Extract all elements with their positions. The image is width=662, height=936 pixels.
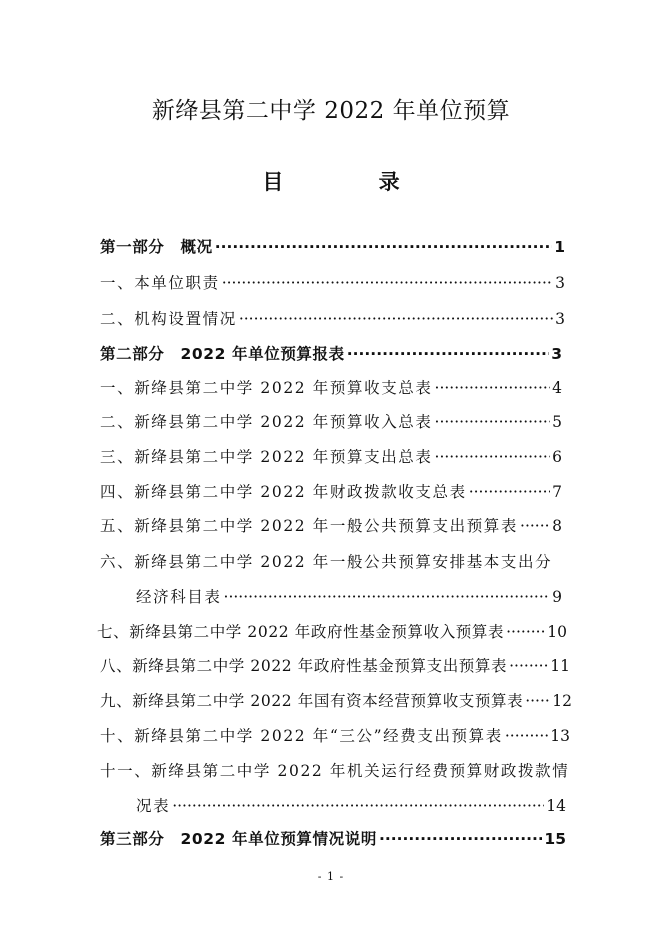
toc-entry[interactable]: [100, 653, 570, 679]
toc-entry-page: 8: [552, 517, 562, 535]
toc-entry[interactable]: [100, 375, 562, 401]
toc-entry-page: 13: [550, 727, 570, 745]
toc-entry-page: 9: [552, 588, 562, 606]
toc-entry-page: 14: [546, 797, 566, 815]
toc-entry-label: 八、新绛县第二中学 2022 年政府性基金预算支出预算表: [100, 657, 508, 675]
toc-entry-label: 二、新绛县第二中学 2022 年预算收入总表: [100, 413, 433, 431]
toc-dot-leader: [172, 793, 544, 819]
toc-entry-page: 3: [555, 274, 565, 292]
toc-entry-label: 一、本单位职责: [100, 274, 220, 292]
toc-entry[interactable]: [100, 306, 565, 332]
toc-entry-label: 九、新绛县第二中学 2022 年国有资本经营预算收支预算表: [100, 692, 524, 710]
toc-dot-leader: [435, 375, 551, 401]
toc-entry[interactable]: [100, 688, 572, 714]
toc-entry-label: 况表: [136, 797, 171, 815]
toc-entry-label: 第三部分 2022 年单位预算情况说明: [100, 830, 377, 848]
toc-entry-page: 7: [552, 483, 562, 501]
toc-entry-page: 4: [552, 379, 562, 397]
toc-entry[interactable]: [100, 409, 562, 435]
toc-entry[interactable]: [100, 479, 562, 505]
toc-entry-page: 11: [550, 657, 570, 675]
toc-entry-label: 七、新绛县第二中学 2022 年政府性基金预算收入预算表: [97, 623, 505, 641]
toc-dot-leader: [435, 409, 551, 435]
toc-entry[interactable]: [100, 549, 580, 575]
toc-entry-page: 12: [552, 692, 572, 710]
toc-entry-continuation[interactable]: [136, 584, 562, 610]
toc-entry[interactable]: [100, 758, 580, 784]
toc-entry-label: 四、新绛县第二中学 2022 年财政拨款收支总表: [100, 483, 467, 501]
toc-dot-leader: [224, 584, 551, 610]
toc-dot-leader: [239, 306, 553, 332]
toc-entry-part-2[interactable]: [100, 341, 562, 367]
toc-entry-label: 六、新绛县第二中学 2022 年一般公共预算安排基本支出分: [100, 553, 553, 571]
toc-entry-page: 3: [555, 310, 565, 328]
toc-entry-page: 5: [552, 413, 562, 431]
toc-entry-page: 1: [554, 238, 565, 256]
toc-entry-label: 经济科目表: [136, 588, 222, 606]
document-title: 新绛县第二中学 2022 年单位预算: [151, 98, 511, 124]
toc-dot-leader: [506, 619, 545, 645]
toc-dot-leader: [347, 341, 549, 367]
toc-dot-leader: [469, 479, 550, 505]
toc-entry[interactable]: [100, 444, 562, 470]
toc-entry-page: 15: [544, 830, 566, 848]
toc-heading: 目 录: [262, 170, 444, 194]
toc-entry-page: 3: [551, 345, 562, 363]
toc-dot-leader: [520, 513, 550, 539]
toc-entry-label: 一、新绛县第二中学 2022 年预算收支总表: [100, 379, 433, 397]
toc-entry-label: 二、机构设置情况: [100, 310, 237, 328]
toc-entry[interactable]: [97, 619, 567, 645]
toc-dot-leader: [509, 653, 548, 679]
toc-dot-leader: [435, 444, 551, 470]
toc-entry[interactable]: [100, 513, 562, 539]
toc-entry-label: 十一、新绛县第二中学 2022 年机关运行经费预算财政拨款情: [100, 762, 570, 780]
toc-entry-part-3[interactable]: [100, 826, 566, 852]
toc-entry-label: 第一部分 概况: [100, 238, 213, 256]
toc-dot-leader: [525, 688, 550, 714]
toc-entry-page: 6: [552, 448, 562, 466]
toc-entry-label: 十、新绛县第二中学 2022 年“三公”经费支出预算表: [100, 727, 503, 745]
page-number-footer: - 1 -: [317, 870, 345, 883]
toc-entry-page: 10: [547, 623, 567, 641]
toc-dot-leader: [379, 826, 542, 852]
toc-entry-label: 三、新绛县第二中学 2022 年预算支出总表: [100, 448, 433, 466]
toc-entry-label: 第二部分 2022 年单位预算报表: [100, 345, 345, 363]
toc-dot-leader: [222, 270, 553, 296]
toc-entry-label: 五、新绛县第二中学 2022 年一般公共预算支出预算表: [100, 517, 519, 535]
toc-dot-leader: [505, 723, 548, 749]
toc-entry[interactable]: [100, 723, 570, 749]
toc-entry-continuation[interactable]: [136, 793, 566, 819]
toc-entry[interactable]: [100, 270, 565, 296]
toc-entry-part-1[interactable]: [100, 234, 565, 260]
toc-dot-leader: [215, 234, 553, 260]
